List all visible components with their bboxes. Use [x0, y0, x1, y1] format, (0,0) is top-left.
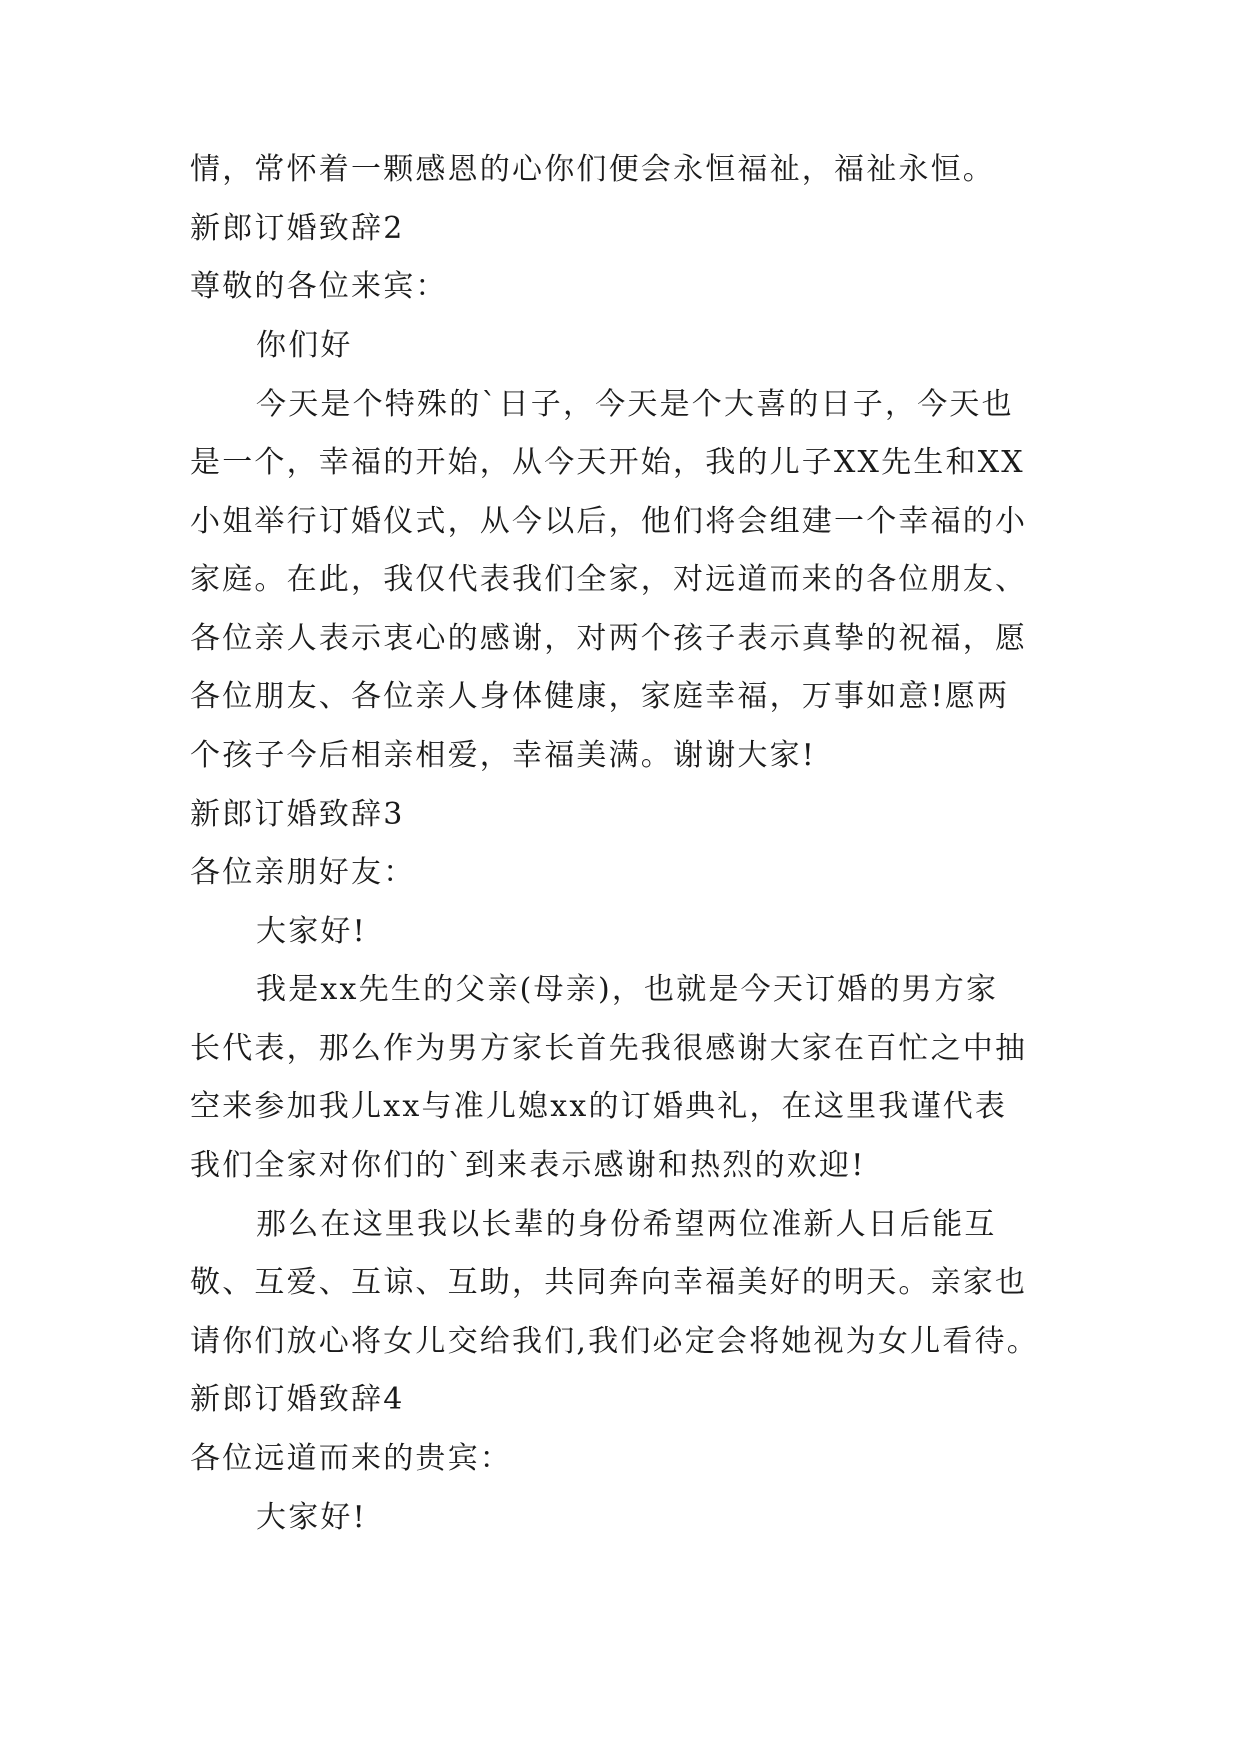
section-heading-4: 新郎订婚致辞4: [190, 1382, 405, 1417]
paragraph-line: 个孩子今后相亲相爱，幸福美满。谢谢大家!: [190, 738, 817, 773]
greeting-line: 你们好: [256, 328, 353, 363]
paragraph-line: 今天是个特殊的`日子，今天是个大喜的日子，今天也: [256, 387, 1014, 422]
paragraph-line: 请你们放心将女儿交给我们,我们必定会将她视为女儿看待。: [190, 1324, 1039, 1359]
paragraph-line: 小姐举行订婚仪式，从今以后，他们将会组建一个幸福的小: [190, 504, 1028, 539]
paragraph-line: 各位亲人表示衷心的感谢，对两个孩子表示真挚的祝福，愿: [190, 621, 1028, 656]
section-heading-2: 新郎订婚致辞2: [190, 211, 405, 246]
paragraph-line: 那么在这里我以长辈的身份希望两位准新人日后能互: [256, 1207, 997, 1242]
paragraph-line: 家庭。在此，我仅代表我们全家，对远道而来的各位朋友、: [190, 562, 1028, 597]
paragraph-line: 我是xx先生的父亲(母亲)，也就是今天订婚的男方家: [256, 972, 999, 1007]
salutation-line: 各位远道而来的贵宾：: [190, 1441, 512, 1476]
salutation-line: 尊敬的各位来宾：: [190, 269, 448, 304]
paragraph-line: 空来参加我儿xx与准儿媳xx的订婚典礼，在这里我谨代表: [190, 1089, 1008, 1124]
greeting-line: 大家好!: [256, 914, 367, 949]
paragraph-line: 我们全家对你们的`到来表示感谢和热烈的欢迎!: [190, 1148, 866, 1183]
section-heading-3: 新郎订婚致辞3: [190, 797, 405, 832]
salutation-line: 各位亲朋好友：: [190, 855, 416, 890]
paragraph-line: 各位朋友、各位亲人身体健康，家庭幸福，万事如意!愿两: [190, 679, 1010, 714]
paragraph-line: 长代表，那么作为男方家长首先我很感谢大家在百忙之中抽: [190, 1031, 1028, 1066]
body-text-line: 情，常怀着一颗感恩的心你们便会永恒福祉，福祉永恒。: [190, 152, 995, 187]
paragraph-line: 敬、互爱、互谅、互助，共同奔向幸福美好的明天。亲家也: [190, 1265, 1028, 1300]
paragraph-line: 是一个，幸福的开始，从今天开始，我的儿子XX先生和XX: [190, 445, 1025, 480]
greeting-line: 大家好!: [256, 1500, 367, 1535]
